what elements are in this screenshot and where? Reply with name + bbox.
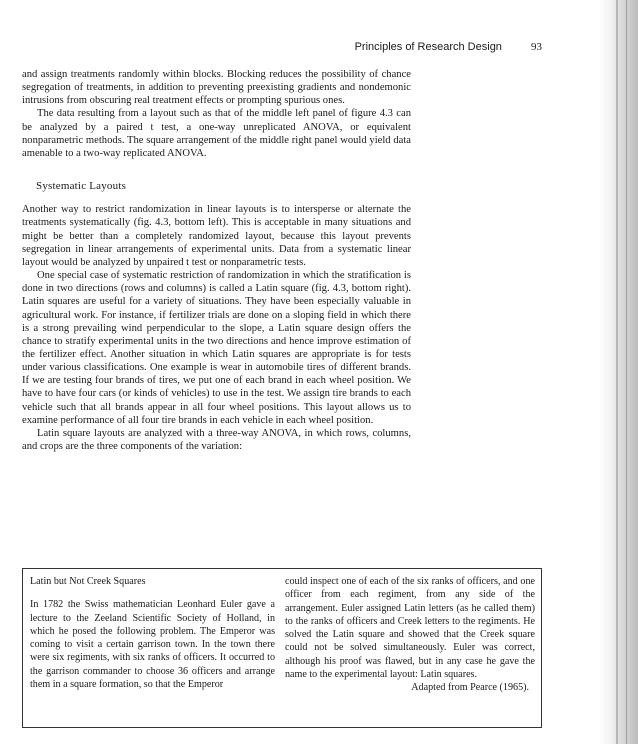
main-text (22, 68, 411, 453)
box-title: Latin but Not Creek Squares (30, 576, 146, 587)
paragraph: Latin square layouts are analyzed with a three-way ANOVA, in which rows, columns, and crops are the three components of the variation: (22, 427, 411, 453)
paragraph: Another way to restrict randomization in linear layouts is to intersperse or alternate the treatments systematically (fig. 4.3, bottom left). This is acceptable in many situations and might be better than a completely randomized layout, because this layout prevents segregation in linear arrangements of experimental units. Data from a systematic linear layout would be analyzed by unpaired t test or nonparametric tests. (22, 204, 411, 268)
paragraph: One special case of systematic restriction of randomization in which the stratification is done in two directions (rows and columns) is called a Latin square (fig. 4.3, bottom right). Latin squares are useful for a variety of situations. They have been especially valuable in agricultural work. For instance, if fertilizer trials are done on a sloping field in which there is a strong prevailing wind perpendicular to the slope, a Latin square design offers the chance to stratify experimental units in the two directions and hence improve estimation of the fertilizer effect. Another situation in which Latin squares are appropriate is for tests under various classifications. One example is wear in automobile tires of different brands. If we are testing four brands of tires, we put one of each brand in each wheel position. We have to have four cars (or kinds of vehicles) to use in the test. We assign tire brands to each vehicle such that all brands appear in all four wheel positions. This layout allows us to examine performance of all four tire brands in each vehicle in each wheel position. (22, 270, 411, 426)
section-heading: Systematic Layouts (36, 180, 127, 193)
box-left-text: In 1782 the Swiss mathematician Leonhard Euler gave a lecture to the Zeeland Scientific Society of Holland, in which he posed the following problem. The Emperor was coming to visit a certain garrison town. In the town there were six regiments, with six ranks of officers. It occurred to the garrison commander to choose 36 officers and arrange them in a square formation, so that the Emperor (30, 599, 275, 691)
page-number: 93 (531, 41, 542, 53)
scanned-page-edge (598, 0, 638, 744)
box-left-column (30, 575, 275, 691)
paragraph: and assign treatments randomly within blocks. Blocking reduces the possibility of chance segregation of treatments, in addition to preventing preexisting gradients and nondemonic intrusions from obscuring real treatment effects or prompting spurious ones. (22, 69, 411, 107)
running-header (300, 41, 542, 53)
box-right-text: could inspect one of each of the six ranks of officers, and one officer from each regiment, from any side of the arrangement. Euler assigned Latin letters (as he called them) to the ranks of officers and Creek letters to the regiments. He solved the Latin square and showed that the Creek square could not be solved simultaneously. Euler was correct, although his proof was flawed, but in any case he gave the name to the experimental layout: Latin squares. (285, 576, 535, 681)
box-credit: Adapted from Pearce (1965). (411, 682, 529, 694)
paragraph: The data resulting from a layout such as that of the middle left panel of figure 4.3 can be analyzed by a paired t test, a one-way unreplicated ANOVA, or equivalent nonparametric methods. The square arrangement of the middle right panel would yield data amenable to a two-way replicated ANOVA. (22, 108, 411, 159)
running-title: Principles of Research Design (354, 41, 502, 53)
sidebar-box (22, 568, 542, 728)
box-right-column (285, 575, 535, 695)
